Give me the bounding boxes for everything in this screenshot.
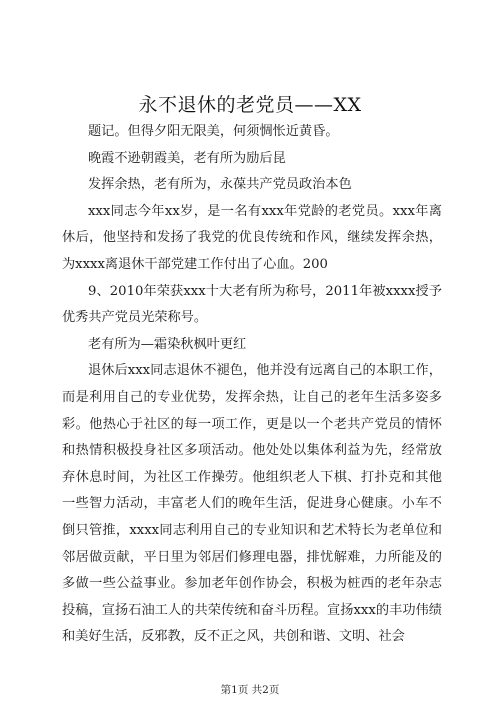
page-number: 第1页 共2页 [220, 684, 280, 696]
body-paragraph: 退休后xxx同志退休不褪色，他并没有远离自己的本职工作，而是利用自己的专业优势，发挥余热，让自己的老年生活多姿多彩。他热心于社区的每一项工作，更是以一个老共产党员的情怀和热情积极投身社区多项活动。他处处以集体利益为先，经常放弃休息时间，为社区工作操劳。他组织老人下棋、打扑克和其他一些智力活动，丰富老人们的晚年生活，促进身心健康。小车不倒只管推，xxxx同志利用自己的专业知识和艺术特长为老单位和邻居做贡献，平日里为邻居们修理电器，排忧解难，力所能及的多做一些公益事业。参加老年创作协会，积极为桩西的老年杂志投稿，宣扬石油工人的共荣传统和奋斗历程。宣扬xxx的丰功伟绩和美好生活，反邪教，反不正之风，共创和谐、文明、社会 [62, 363, 442, 645]
body-paragraph: xxx同志今年xx岁，是一名有xxx年党龄的老党员。xxx年离休后，他坚持和发扬了我党的优良传统和作风，继续发挥余热，为xxxx离退休干部党建工作付出了心血。200 [62, 203, 442, 272]
document-title: 永不退休的老党员——XX [138, 94, 362, 116]
section-heading: 老有所为—霜染秋枫叶更红 [88, 336, 247, 352]
document-body [62, 119, 442, 651]
subtitle-paragraph: 晚霞不逊朝霞美，老有所为励后昆 [88, 150, 286, 166]
body-paragraph: 9、2010年荣获xxx十大老有所为称号，2011年被xxxx授予优秀共产党员光荣称号。 [62, 283, 442, 326]
subtitle-paragraph: 发挥余热，老有所为，永葆共产党员政治本色 [88, 177, 352, 193]
epigraph-paragraph: 题记。但得夕阳无限美，何须惆怅近黄昏。 [88, 124, 339, 139]
